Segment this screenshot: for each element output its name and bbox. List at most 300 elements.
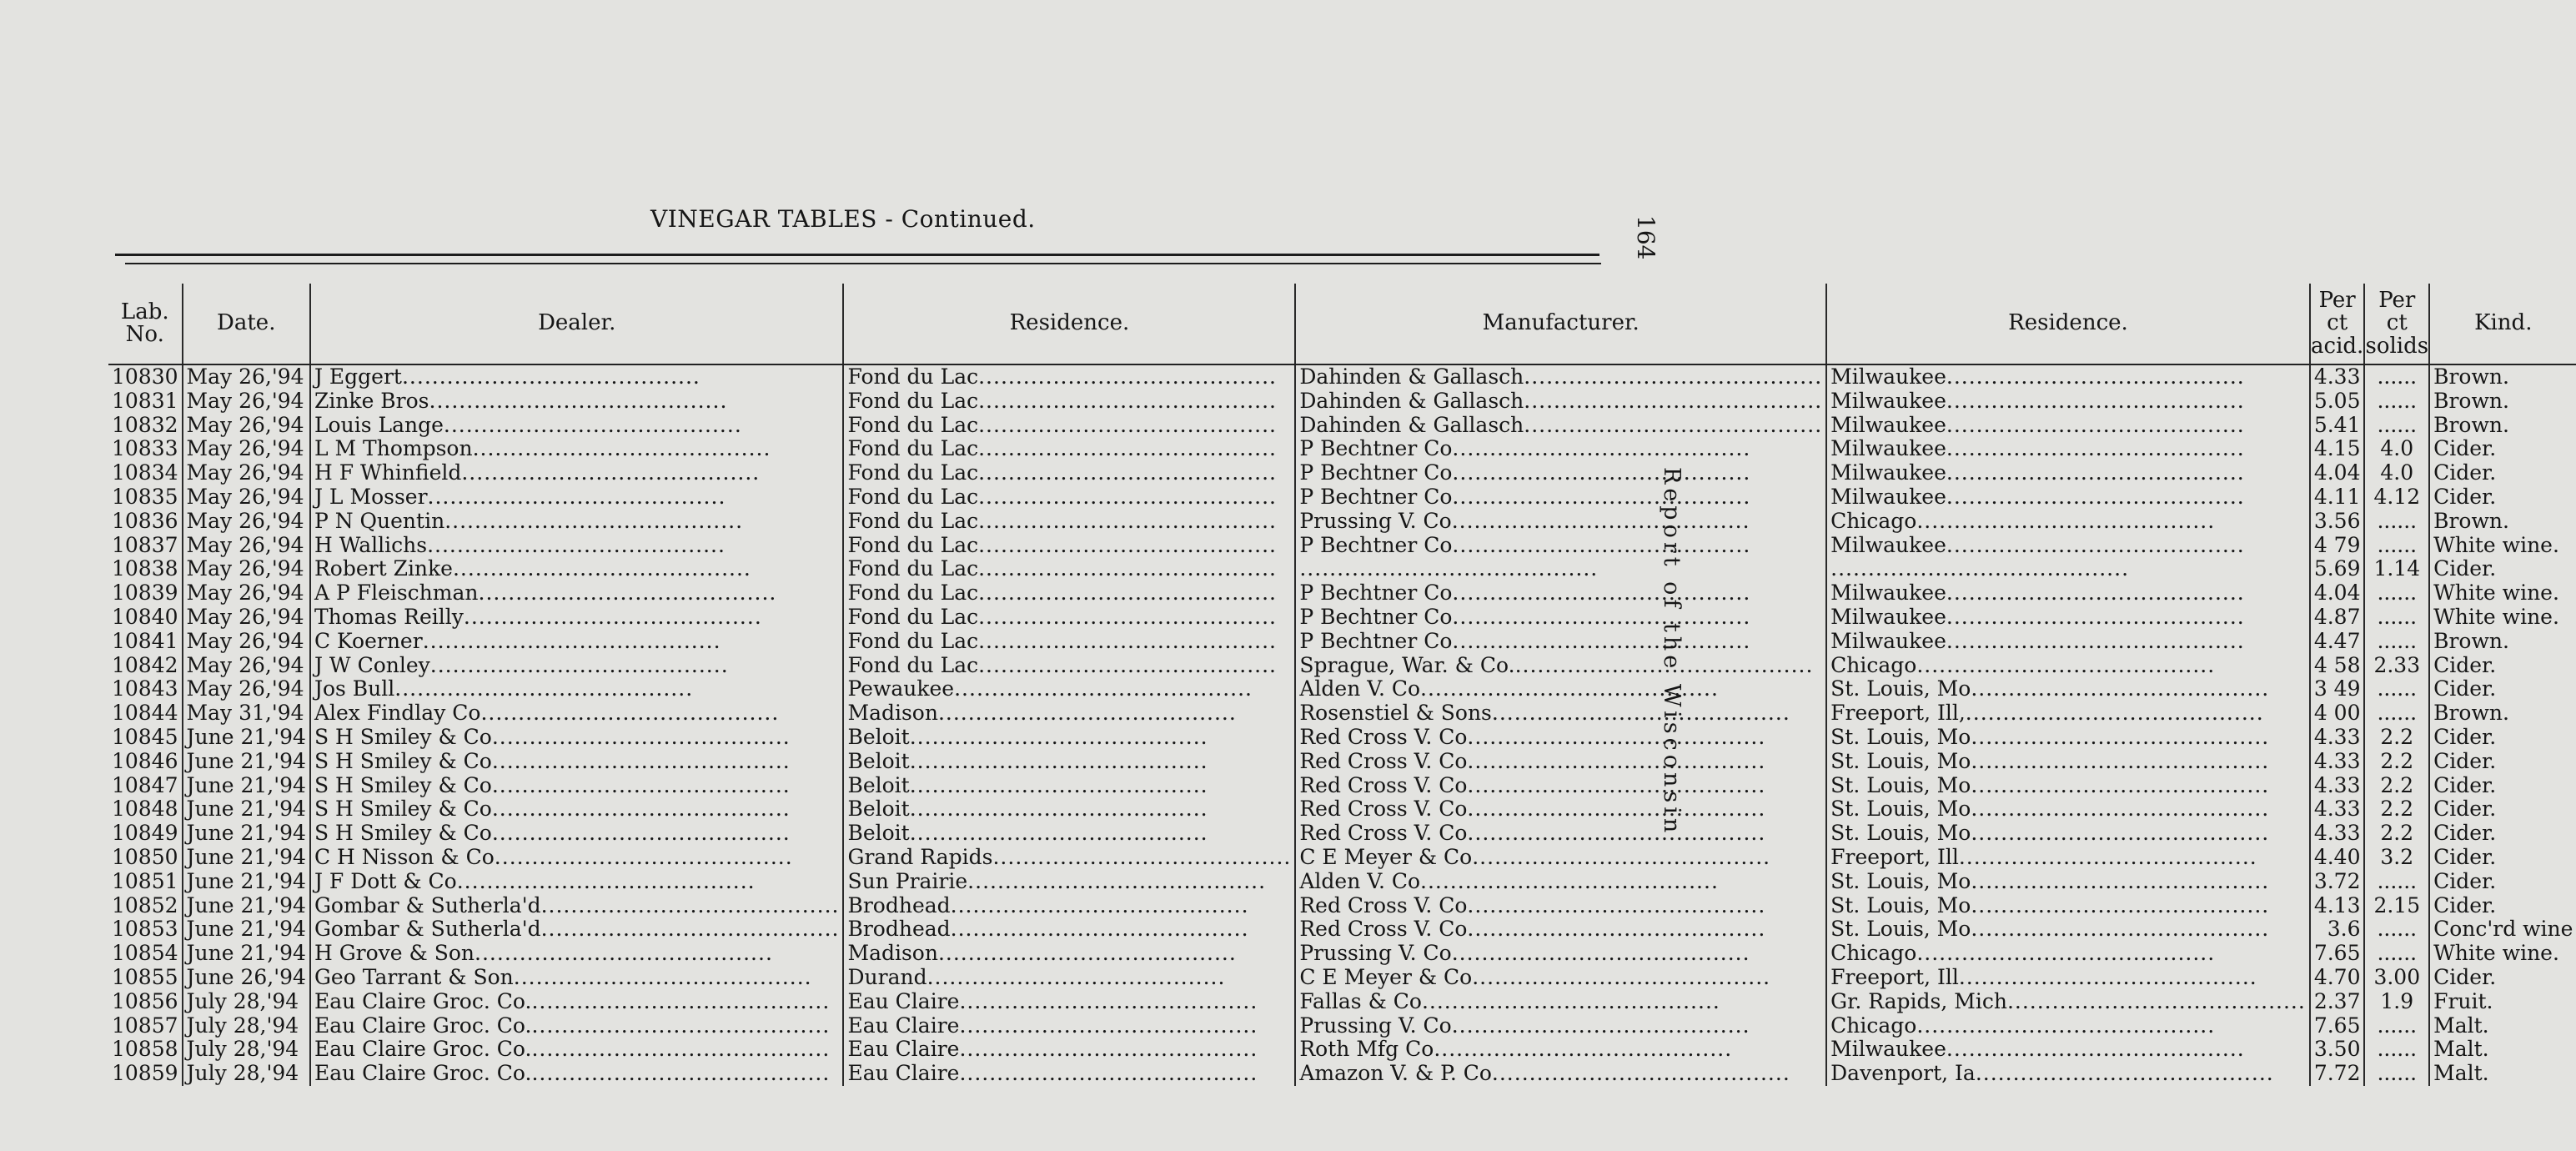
cell-per-ct-solids [2364, 966, 2429, 990]
cell-per-ct-acid [2310, 966, 2365, 990]
col-header-kind: Kind. [2429, 284, 2576, 364]
cell-dealer [310, 1014, 844, 1038]
running-head: Report of the Wisconsin [1659, 467, 1685, 837]
cell-manufacturer-residence-text: Milwaukee ..... [1830, 460, 2245, 485]
cell-manufacturer-residence [1826, 534, 2310, 558]
cell-manufacturer-text: Red Cross V. Co ..... [1299, 725, 1765, 749]
cell-manufacturer [1295, 630, 1826, 654]
dot-leader [1452, 533, 1750, 557]
dot-leader [910, 725, 1208, 749]
dot-leader [1472, 965, 1770, 989]
dot-leader [959, 989, 1258, 1013]
dot-leader [492, 797, 791, 821]
cell-manufacturer-residence-text: St. Louis, Mo ..... [1830, 821, 2269, 845]
dot-leader [1492, 1061, 1790, 1085]
cell-manufacturer-residence [1826, 917, 2310, 942]
cell-manufacturer-residence-text: Milwaukee ..... [1830, 605, 2245, 629]
dot-leader [1971, 821, 2269, 845]
cell-kind-text: Cider. [2433, 772, 2497, 797]
cell-dealer-text: J F Dott & Co ..... [314, 869, 756, 893]
cell-dealer [310, 990, 844, 1014]
dot-leader [951, 893, 1249, 917]
cell-manufacturer [1295, 654, 1826, 678]
cell-kind-text: Cider. [2433, 821, 2497, 846]
dot-leader [1467, 725, 1765, 749]
table-row [108, 774, 2576, 798]
cell-per-ct-solids [2364, 414, 2429, 438]
cell-dealer [310, 1062, 844, 1086]
vinegar-table [108, 284, 2576, 1086]
cell-manufacturer-text: Sprague, War. & Co. ..... [1299, 653, 1813, 677]
cell-kind [2429, 701, 2576, 726]
cell-dealer-text: Louis Lange ..... [314, 413, 742, 437]
cell-dealer-text: Zinke Bros ..... [314, 389, 727, 413]
dot-leader [430, 653, 729, 677]
cell-lab-no-text: 10836 [112, 508, 178, 533]
cell-manufacturer-residence-text: Gr. Rapids, Mich ..... [1830, 989, 2306, 1013]
cell-manufacturer-residence [1826, 461, 2310, 485]
cell-manufacturer-residence-text: St. Louis, Mo ..... [1830, 749, 2269, 773]
dot-leader [464, 605, 762, 629]
dot-leader [457, 869, 756, 893]
dot-leader [978, 556, 1277, 581]
cell-per-ct-acid-text: 4.33 [2313, 748, 2361, 773]
cell-kind [2429, 1062, 2576, 1086]
cell-kind-text: Brown. [2433, 628, 2509, 653]
cell-dealer-residence [843, 606, 1295, 630]
cell-per-ct-solids-text: ...... [2377, 388, 2418, 413]
cell-dealer-text: A P Fleischman ..... [314, 581, 776, 605]
cell-kind [2429, 364, 2576, 390]
cell-date-text: July 28,'94 [186, 1037, 299, 1062]
cell-per-ct-acid [2310, 534, 2365, 558]
cell-per-ct-acid [2310, 1038, 2365, 1062]
cell-lab-no [108, 581, 183, 606]
cell-per-ct-solids-text: ...... [2377, 1037, 2418, 1062]
cell-kind [2429, 510, 2576, 534]
cell-dealer [310, 390, 844, 414]
cell-dealer [310, 870, 844, 894]
cell-dealer-text: Eau Claire Groc. Co. ..... [314, 1013, 830, 1038]
cell-per-ct-solids-text: ...... [2377, 676, 2418, 701]
table-row [108, 990, 2576, 1014]
table-row [108, 364, 2576, 390]
cell-date [183, 364, 310, 390]
cell-date-text: May 26,'94 [186, 436, 304, 461]
cell-date [183, 437, 310, 461]
cell-manufacturer-residence [1826, 1014, 2310, 1038]
cell-dealer-text: L M Thompson ..... [314, 436, 771, 460]
cell-per-ct-solids [2364, 534, 2429, 558]
dot-leader [978, 629, 1277, 653]
cell-per-ct-acid-text: 4.13 [2313, 892, 2361, 917]
cell-kind [2429, 942, 2576, 966]
cell-dealer-residence [843, 654, 1295, 678]
cell-kind [2429, 485, 2576, 510]
cell-per-ct-acid [2310, 726, 2365, 750]
cell-kind [2429, 414, 2576, 438]
cell-manufacturer-text: Red Cross V. Co ..... [1299, 773, 1765, 797]
cell-dealer [310, 606, 844, 630]
cell-manufacturer-text: Rosenstiel & Sons ..... [1299, 701, 1790, 725]
cell-kind-text: Brown. [2433, 412, 2509, 437]
cell-manufacturer-residence [1826, 942, 2310, 966]
cell-date-text: May 26,'94 [186, 532, 304, 557]
dot-leader [938, 941, 1237, 965]
cell-dealer-residence [843, 894, 1295, 918]
dot-leader [1830, 556, 2129, 581]
cell-lab-no-text: 10842 [112, 652, 178, 677]
cell-dealer-residence-text: Fond du Lac ..... [847, 629, 1277, 653]
cell-dealer [310, 485, 844, 510]
cell-per-ct-solids [2364, 461, 2429, 485]
cell-date [183, 701, 310, 726]
cell-date-text: May 26,'94 [186, 364, 304, 389]
cell-manufacturer-residence [1826, 894, 2310, 918]
col-header-manufacturer-residence: Residence. [1826, 284, 2310, 364]
cell-dealer [310, 774, 844, 798]
cell-date-text: May 26,'94 [186, 460, 304, 485]
dot-leader [978, 605, 1277, 629]
cell-date-text: May 26,'94 [186, 388, 304, 413]
table-row [108, 966, 2576, 990]
cell-dealer-residence-text: Grand Rapids ..... [847, 845, 1291, 869]
cell-kind [2429, 990, 2576, 1014]
cell-per-ct-solids-text: ...... [2377, 532, 2418, 557]
cell-manufacturer-residence [1826, 390, 2310, 414]
cell-dealer-text: Geo Tarrant & Son ..... [314, 965, 812, 989]
cell-manufacturer-text: P Bechtner Co ..... [1299, 629, 1750, 653]
cell-manufacturer [1295, 534, 1826, 558]
dot-leader [927, 965, 1226, 989]
dot-leader [1971, 676, 2269, 701]
cell-dealer-text: S H Smiley & Co ..... [314, 797, 791, 821]
table-header-row [108, 284, 2576, 364]
table-row [108, 1038, 2576, 1062]
cell-dealer [310, 510, 844, 534]
cell-manufacturer [1295, 437, 1826, 461]
cell-per-ct-acid [2310, 894, 2365, 918]
cell-per-ct-solids-text: 2.2 [2380, 797, 2414, 822]
cell-date-text: May 26,'94 [186, 484, 304, 509]
cell-per-ct-acid-text: 4.04 [2313, 460, 2361, 485]
cell-dealer-residence-text: Fond du Lac ..... [847, 653, 1277, 677]
dot-leader [531, 1061, 830, 1085]
dot-leader [959, 1061, 1258, 1085]
cell-date-text: May 31,'94 [186, 701, 304, 726]
cell-dealer-text: Gombar & Sutherla'd ..... [314, 893, 840, 917]
table-row [108, 822, 2576, 846]
cell-date [183, 942, 310, 966]
table-row [108, 726, 2576, 750]
cell-manufacturer-residence [1826, 437, 2310, 461]
cell-per-ct-acid [2310, 822, 2365, 846]
cell-dealer-residence-text: Beloit ..... [847, 725, 1208, 749]
cell-lab-no-text: 10840 [112, 604, 178, 629]
cell-dealer-residence [843, 990, 1295, 1014]
cell-lab-no [108, 726, 183, 750]
dot-leader [514, 965, 812, 989]
cell-date [183, 534, 310, 558]
dot-leader [444, 509, 743, 533]
cell-per-ct-solids-text: 4.12 [2373, 484, 2421, 509]
cell-manufacturer-residence-text: Milwaukee ..... [1830, 1037, 2245, 1061]
cell-manufacturer-residence-text: St. Louis, Mo ..... [1830, 917, 2269, 941]
dot-leader [978, 485, 1277, 509]
cell-date [183, 894, 310, 918]
col-header-dealer: Dealer. [310, 284, 844, 364]
cell-manufacturer-residence [1826, 581, 2310, 606]
cell-manufacturer-residence-text: St. Louis, Mo ..... [1830, 725, 2269, 749]
cell-per-ct-solids [2364, 390, 2429, 414]
cell-lab-no [108, 966, 183, 990]
cell-manufacturer [1295, 677, 1826, 701]
cell-manufacturer [1295, 364, 1826, 390]
cell-lab-no [108, 870, 183, 894]
cell-dealer [310, 942, 844, 966]
cell-lab-no-text: 10848 [112, 797, 178, 822]
cell-dealer-residence [843, 701, 1295, 726]
cell-date [183, 510, 310, 534]
cell-per-ct-acid-text: 4.33 [2313, 364, 2361, 389]
cell-dealer-residence [843, 870, 1295, 894]
cell-date [183, 990, 310, 1014]
cell-kind-text: Brown. [2433, 701, 2509, 726]
cell-per-ct-solids-text: ...... [2377, 1061, 2418, 1086]
cell-dealer-residence [843, 677, 1295, 701]
cell-date [183, 654, 310, 678]
col-header-dealer-residence: Residence. [843, 284, 1295, 364]
cell-date-text: June 21,'94 [186, 797, 306, 822]
dot-leader [1524, 389, 1822, 413]
cell-per-ct-solids-text: ...... [2377, 604, 2418, 629]
cell-manufacturer-text: Dahinden & Gallasch ..... [1299, 364, 1822, 389]
cell-per-ct-acid-text: 4 00 [2313, 701, 2361, 726]
cell-dealer-residence-text: Beloit ..... [847, 749, 1208, 773]
cell-kind [2429, 966, 2576, 990]
cell-manufacturer-residence-text: St. Louis, Mo ..... [1830, 797, 2269, 821]
cell-lab-no [108, 437, 183, 461]
cell-kind [2429, 917, 2576, 942]
dot-leader [461, 460, 760, 485]
cell-dealer [310, 630, 844, 654]
cell-dealer-residence [843, 917, 1295, 942]
cell-manufacturer [1295, 990, 1826, 1014]
dot-leader [1472, 845, 1770, 869]
cell-dealer [310, 1038, 844, 1062]
cell-lab-no [108, 846, 183, 870]
cell-manufacturer-text: Roth Mfg Co ..... [1299, 1037, 1732, 1061]
cell-lab-no-text: 10839 [112, 581, 178, 606]
dot-leader [1492, 701, 1790, 725]
cell-manufacturer [1295, 726, 1826, 750]
cell-kind [2429, 606, 2576, 630]
cell-kind [2429, 677, 2576, 701]
dot-leader [1946, 436, 2245, 460]
dot-leader [1971, 749, 2269, 773]
cell-kind-text: Cider. [2433, 844, 2497, 869]
cell-per-ct-solids-text: ...... [2377, 364, 2418, 389]
cell-dealer-text: Eau Claire Groc. Co. ..... [314, 1037, 830, 1061]
dot-leader [978, 581, 1277, 605]
cell-per-ct-solids [2364, 1062, 2429, 1086]
cell-manufacturer [1295, 581, 1826, 606]
cell-per-ct-acid-text: 5.41 [2313, 412, 2361, 437]
cell-kind-text: Brown. [2433, 364, 2509, 389]
cell-per-ct-acid [2310, 1014, 2365, 1038]
table-row [108, 557, 2576, 581]
cell-dealer-text: Thomas Reilly ..... [314, 605, 762, 629]
cell-kind [2429, 774, 2576, 798]
cell-dealer-text: S H Smiley & Co ..... [314, 749, 791, 773]
cell-kind [2429, 1014, 2576, 1038]
cell-dealer-residence [843, 1038, 1295, 1062]
cell-date [183, 414, 310, 438]
cell-lab-no-text: 10830 [112, 364, 178, 389]
cell-date-text: June 21,'94 [186, 844, 306, 869]
cell-dealer-text: P N Quentin ..... [314, 509, 743, 533]
dot-leader [427, 533, 726, 557]
cell-dealer-residence-text: Fond du Lac ..... [847, 485, 1277, 509]
cell-manufacturer-text: P Bechtner Co ..... [1299, 533, 1750, 557]
dot-leader [1971, 917, 2269, 941]
cell-per-ct-solids [2364, 750, 2429, 774]
cell-manufacturer-residence-text: St. Louis, Mo ..... [1830, 893, 2269, 917]
dot-leader [978, 389, 1277, 413]
dot-leader [1524, 364, 1822, 389]
cell-manufacturer [1295, 606, 1826, 630]
cell-lab-no [108, 990, 183, 1014]
dot-leader [1946, 1037, 2245, 1061]
cell-dealer-residence-text: Eau Claire ..... [847, 1037, 1258, 1061]
cell-manufacturer [1295, 822, 1826, 846]
cell-manufacturer-text: P Bechtner Co ..... [1299, 485, 1750, 509]
cell-per-ct-acid-text: 3.72 [2313, 868, 2361, 893]
cell-kind-text: White wine. [2433, 604, 2559, 629]
dot-leader [1420, 869, 1719, 893]
cell-date-text: May 26,'94 [186, 412, 304, 437]
dot-leader [1467, 821, 1765, 845]
table-row [108, 437, 2576, 461]
dot-leader [1434, 1037, 1732, 1061]
cell-manufacturer-residence-text: Freeport, Ill, ..... [1830, 701, 2264, 725]
dot-leader [1946, 581, 2245, 605]
dot-leader [492, 773, 791, 797]
dot-leader [492, 725, 791, 749]
cell-per-ct-acid [2310, 677, 2365, 701]
dot-leader [1452, 941, 1750, 965]
cell-date [183, 461, 310, 485]
dot-leader [492, 749, 791, 773]
page-title: VINEGAR TABLES - Continued. [650, 205, 1036, 233]
dot-leader [473, 436, 771, 460]
cell-date-text: May 26,'94 [186, 556, 304, 581]
dot-leader [541, 917, 840, 941]
col-header-per-ct-acid: Per ct acid. [2310, 284, 2365, 364]
dot-leader [959, 1013, 1258, 1038]
cell-manufacturer [1295, 461, 1826, 485]
dot-leader [1515, 653, 1814, 677]
cell-manufacturer [1295, 774, 1826, 798]
cell-per-ct-acid [2310, 630, 2365, 654]
cell-per-ct-solids [2364, 606, 2429, 630]
cell-date-text: July 28,'94 [186, 988, 299, 1013]
dot-leader [1916, 653, 2215, 677]
cell-lab-no [108, 606, 183, 630]
cell-date-text: May 26,'94 [186, 581, 304, 606]
cell-date [183, 917, 310, 942]
cell-dealer-residence-text: Fond du Lac ..... [847, 605, 1277, 629]
cell-dealer-residence-text: Durand ..... [847, 965, 1225, 989]
cell-per-ct-acid-text: 7.65 [2313, 941, 2361, 966]
cell-per-ct-solids-text: ...... [2377, 868, 2418, 893]
cell-per-ct-solids-text: ...... [2377, 412, 2418, 437]
dot-leader [1422, 989, 1720, 1013]
cell-manufacturer-residence [1826, 510, 2310, 534]
cell-manufacturer-residence-text: Milwaukee ..... [1830, 629, 2245, 653]
cell-per-ct-solids [2364, 846, 2429, 870]
dot-leader [1946, 605, 2245, 629]
cell-dealer [310, 917, 844, 942]
cell-manufacturer-text: Red Cross V. Co ..... [1299, 797, 1765, 821]
cell-kind-text: Malt. [2433, 1061, 2489, 1086]
dot-leader [1946, 389, 2245, 413]
cell-per-ct-acid [2310, 510, 2365, 534]
cell-kind [2429, 726, 2576, 750]
dot-leader [1467, 773, 1765, 797]
cell-lab-no [108, 677, 183, 701]
cell-manufacturer-residence [1826, 1062, 2310, 1086]
dot-leader [1971, 797, 2269, 821]
dot-leader [1467, 917, 1765, 941]
cell-manufacturer-residence-text: Freeport, Ill ..... [1830, 845, 2257, 869]
cell-lab-no-text: 10849 [112, 821, 178, 846]
cell-per-ct-acid [2310, 870, 2365, 894]
dot-leader [495, 845, 793, 869]
cell-dealer [310, 750, 844, 774]
cell-manufacturer-residence-text: Milwaukee ..... [1830, 581, 2245, 605]
dot-leader [1916, 941, 2215, 965]
dot-leader [992, 845, 1291, 869]
cell-manufacturer [1295, 846, 1826, 870]
cell-per-ct-solids-text: 3.2 [2380, 844, 2414, 869]
dot-leader [1524, 413, 1822, 437]
cell-per-ct-solids [2364, 1014, 2429, 1038]
cell-lab-no [108, 1014, 183, 1038]
table-row [108, 390, 2576, 414]
cell-per-ct-acid [2310, 1062, 2365, 1086]
cell-lab-no-text: 10859 [112, 1061, 178, 1086]
cell-kind-text: Brown. [2433, 508, 2509, 533]
cell-kind-text: Cider. [2433, 964, 2497, 989]
cell-per-ct-solids [2364, 364, 2429, 390]
cell-lab-no-text: 10841 [112, 628, 178, 653]
table-row [108, 942, 2576, 966]
table-row [108, 510, 2576, 534]
dot-leader [910, 773, 1208, 797]
cell-lab-no [108, 1038, 183, 1062]
cell-lab-no [108, 654, 183, 678]
cell-dealer-residence-text: Brodhead ..... [847, 893, 1248, 917]
cell-dealer-residence-text: Fond du Lac ..... [847, 389, 1277, 413]
cell-dealer-residence [843, 390, 1295, 414]
cell-lab-no [108, 774, 183, 798]
cell-dealer [310, 364, 844, 390]
cell-date [183, 1038, 310, 1062]
cell-per-ct-acid-text: 4.40 [2313, 844, 2361, 869]
cell-lab-no-text: 10844 [112, 701, 178, 726]
cell-lab-no [108, 364, 183, 390]
